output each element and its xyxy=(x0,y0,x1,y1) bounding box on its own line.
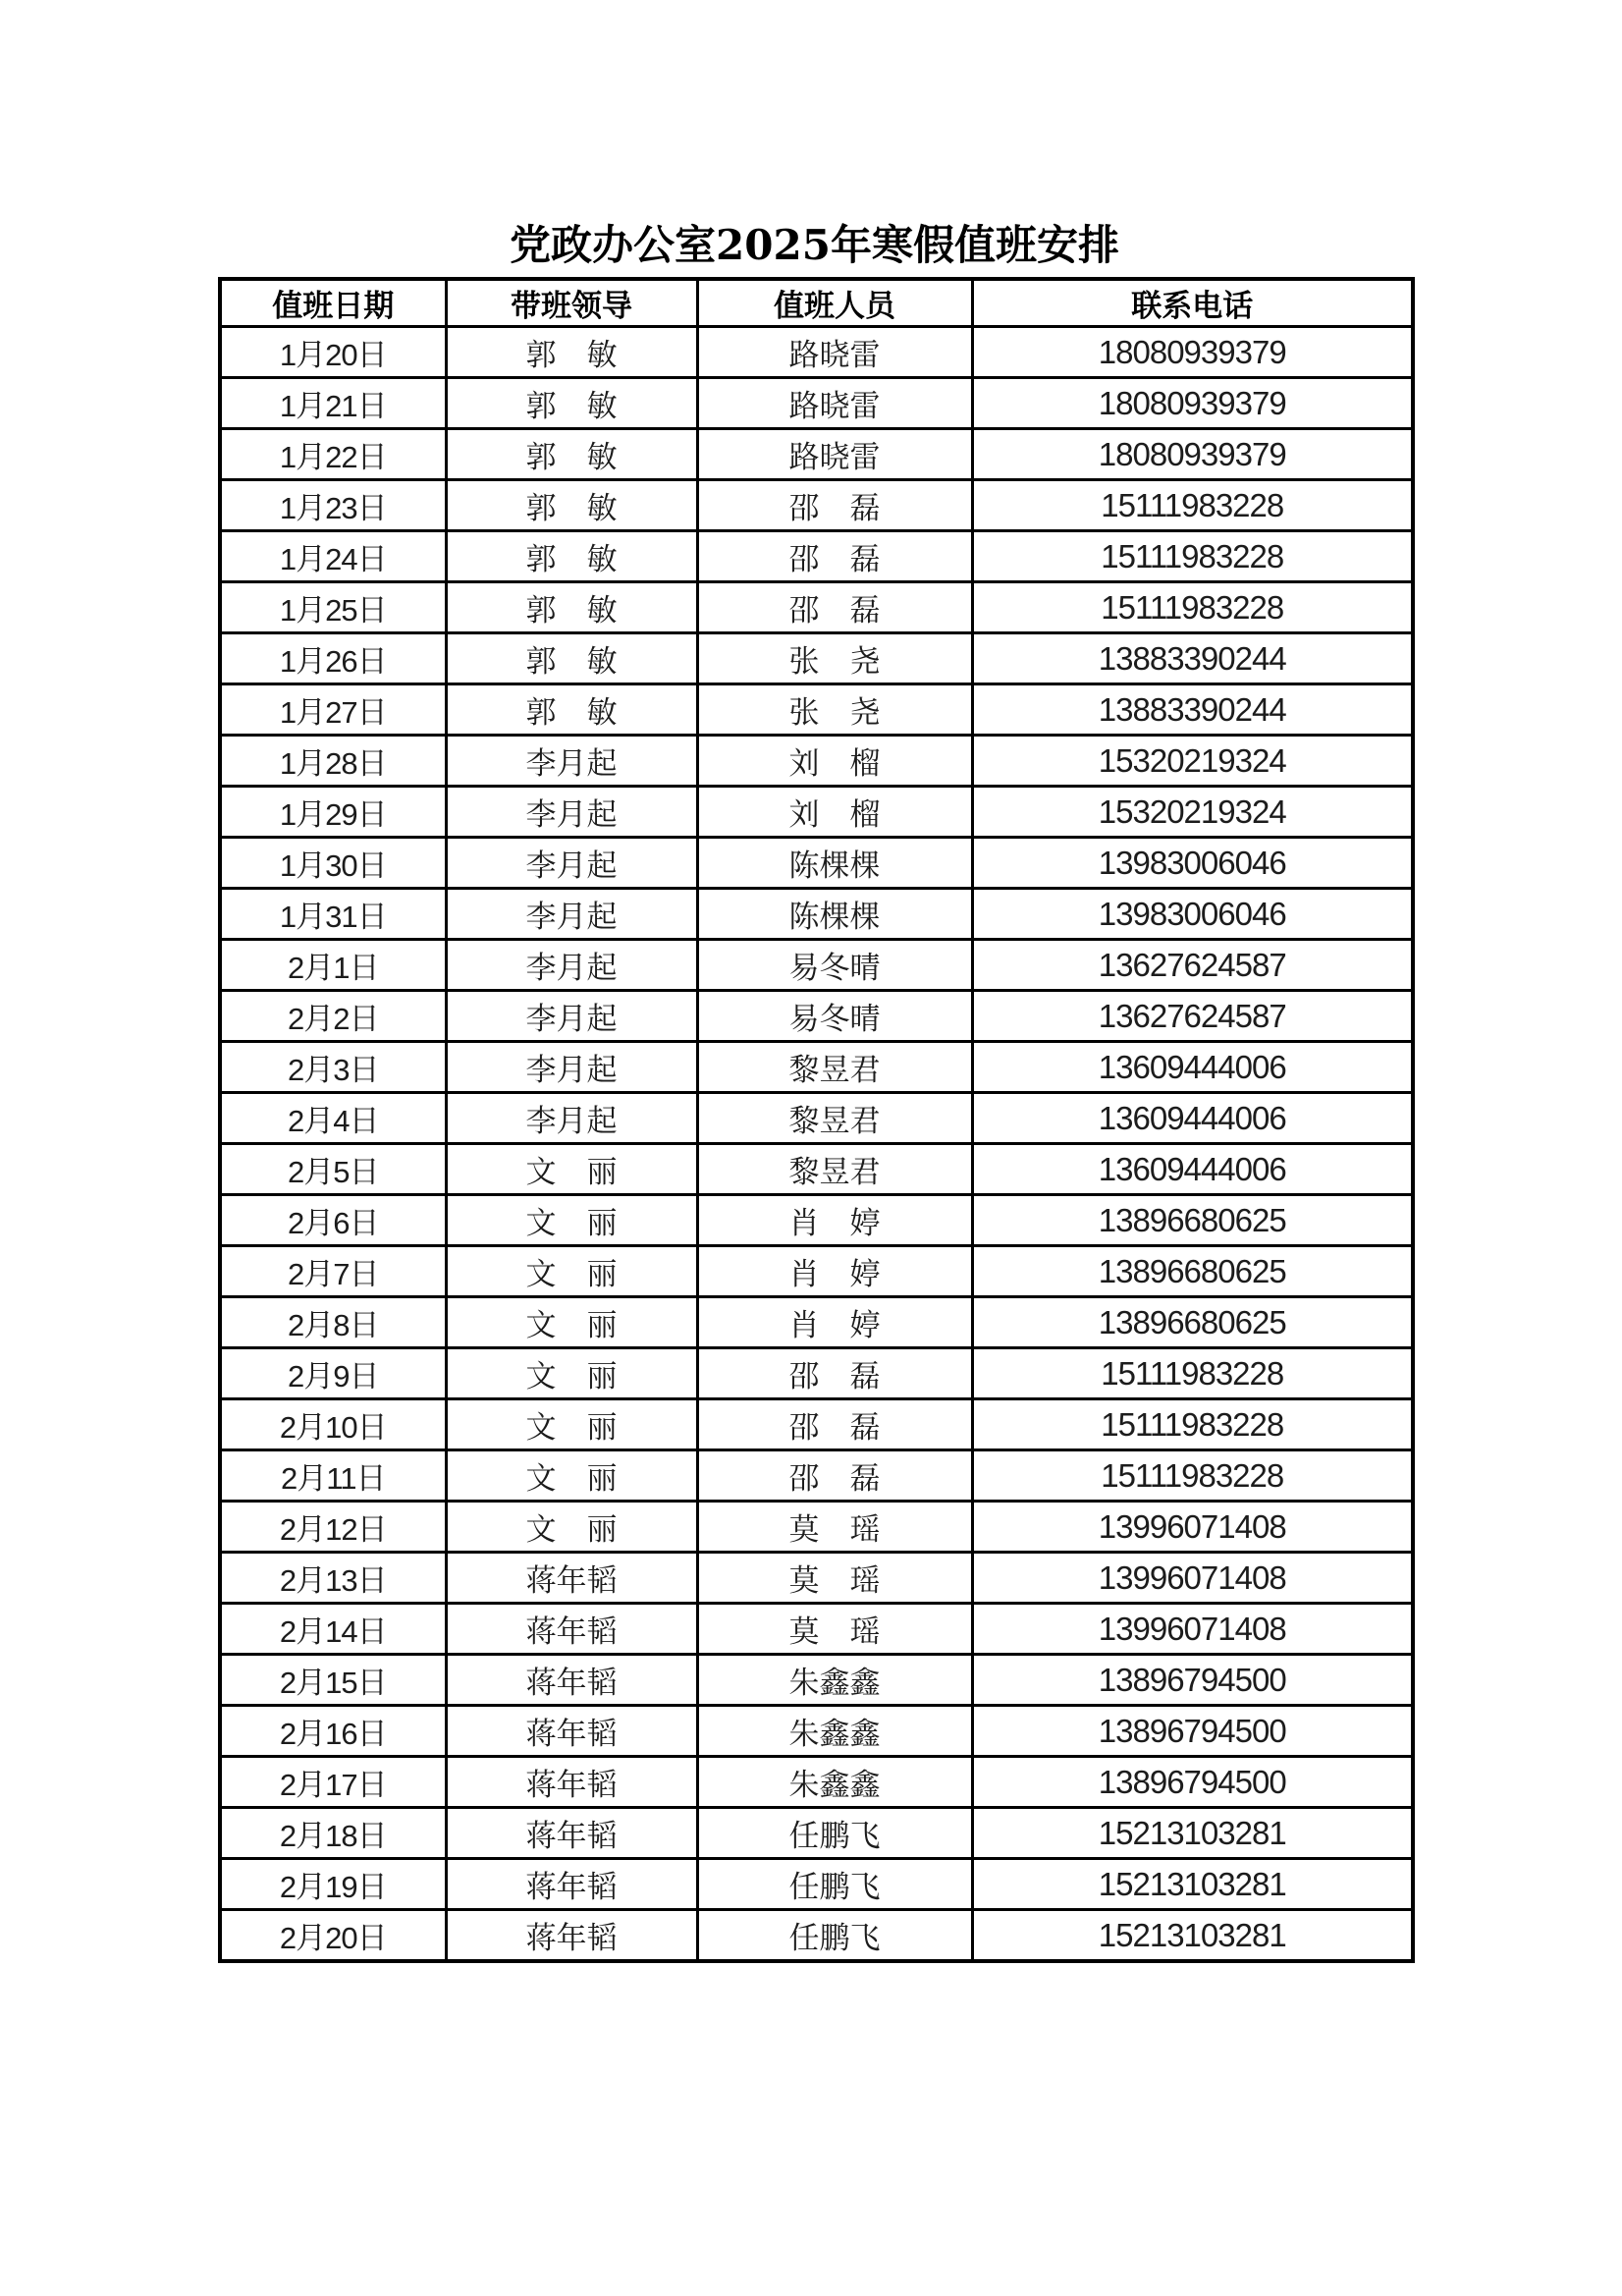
duty-leader-cell: 郭 敏 xyxy=(446,378,697,429)
duty-staff-cell: 任鹏飞 xyxy=(697,1910,972,1962)
duty-date-cell: 2月17日 xyxy=(220,1757,446,1808)
contact-phone-cell: 15213103281 xyxy=(972,1808,1413,1859)
duty-date-cell: 2月8日 xyxy=(220,1297,446,1348)
duty-leader-cell: 蒋年韬 xyxy=(446,1553,697,1604)
duty-leader-cell: 李月起 xyxy=(446,889,697,940)
table-row xyxy=(220,327,1413,378)
duty-date-cell: 1月25日 xyxy=(220,582,446,633)
duty-staff-cell: 张 尧 xyxy=(697,633,972,684)
contact-phone-cell: 15111983228 xyxy=(972,531,1413,582)
duty-date-cell: 2月13日 xyxy=(220,1553,446,1604)
table-row xyxy=(220,991,1413,1042)
duty-date-cell: 2月4日 xyxy=(220,1093,446,1144)
table-row xyxy=(220,684,1413,736)
duty-staff-cell: 路晓雷 xyxy=(697,327,972,378)
duty-leader-cell: 蒋年韬 xyxy=(446,1655,697,1706)
duty-date-cell: 2月15日 xyxy=(220,1655,446,1706)
contact-phone-cell: 13996071408 xyxy=(972,1604,1413,1655)
duty-date-cell: 2月7日 xyxy=(220,1246,446,1297)
contact-phone-cell: 13627624587 xyxy=(972,940,1413,991)
duty-staff-cell: 陈棵棵 xyxy=(697,889,972,940)
contact-phone-cell: 15111983228 xyxy=(972,1450,1413,1502)
duty-date-cell: 2月6日 xyxy=(220,1195,446,1246)
duty-leader-cell: 李月起 xyxy=(446,787,697,838)
contact-phone-cell: 13983006046 xyxy=(972,838,1413,889)
duty-leader-cell: 蒋年韬 xyxy=(446,1757,697,1808)
duty-staff-cell: 莫 瑶 xyxy=(697,1604,972,1655)
duty-date-cell: 2月3日 xyxy=(220,1042,446,1093)
duty-staff-cell: 朱鑫鑫 xyxy=(697,1706,972,1757)
duty-date-cell: 1月23日 xyxy=(220,480,446,531)
contact-phone-cell: 15111983228 xyxy=(972,582,1413,633)
duty-staff-cell: 邵 磊 xyxy=(697,531,972,582)
table-row xyxy=(220,378,1413,429)
duty-staff-cell: 易冬晴 xyxy=(697,940,972,991)
table-row xyxy=(220,1348,1413,1399)
table-body xyxy=(220,327,1413,1962)
duty-staff-cell: 刘 榴 xyxy=(697,787,972,838)
duty-date-cell: 1月26日 xyxy=(220,633,446,684)
table-row xyxy=(220,1757,1413,1808)
contact-phone-cell: 13896794500 xyxy=(972,1757,1413,1808)
duty-leader-cell: 蒋年韬 xyxy=(446,1604,697,1655)
contact-phone-cell: 18080939379 xyxy=(972,429,1413,480)
duty-date-cell: 2月9日 xyxy=(220,1348,446,1399)
duty-leader-cell: 郭 敏 xyxy=(446,429,697,480)
duty-staff-cell: 刘 榴 xyxy=(697,736,972,787)
table-row xyxy=(220,1246,1413,1297)
duty-schedule-table xyxy=(218,277,1415,1963)
duty-staff-cell: 肖 婷 xyxy=(697,1246,972,1297)
duty-date-cell: 1月20日 xyxy=(220,327,446,378)
table-row xyxy=(220,480,1413,531)
duty-staff-cell: 易冬晴 xyxy=(697,991,972,1042)
duty-date-cell: 2月1日 xyxy=(220,940,446,991)
duty-staff-cell: 邵 磊 xyxy=(697,582,972,633)
duty-staff-cell: 朱鑫鑫 xyxy=(697,1757,972,1808)
table-row xyxy=(220,1093,1413,1144)
header-cell-duty-date: 值班日期 xyxy=(220,279,446,327)
contact-phone-cell: 13627624587 xyxy=(972,991,1413,1042)
contact-phone-cell: 15111983228 xyxy=(972,1399,1413,1450)
duty-date-cell: 2月5日 xyxy=(220,1144,446,1195)
duty-leader-cell: 郭 敏 xyxy=(446,531,697,582)
duty-staff-cell: 莫 瑶 xyxy=(697,1553,972,1604)
duty-date-cell: 2月14日 xyxy=(220,1604,446,1655)
duty-date-cell: 2月19日 xyxy=(220,1859,446,1910)
duty-leader-cell: 文 丽 xyxy=(446,1399,697,1450)
contact-phone-cell: 15320219324 xyxy=(972,787,1413,838)
duty-leader-cell: 郭 敏 xyxy=(446,633,697,684)
duty-staff-cell: 路晓雷 xyxy=(697,378,972,429)
duty-leader-cell: 郭 敏 xyxy=(446,327,697,378)
duty-staff-cell: 邵 磊 xyxy=(697,1450,972,1502)
duty-leader-cell: 文 丽 xyxy=(446,1450,697,1502)
duty-date-cell: 2月11日 xyxy=(220,1450,446,1502)
duty-staff-cell: 邵 磊 xyxy=(697,1348,972,1399)
duty-staff-cell: 张 尧 xyxy=(697,684,972,736)
header-row xyxy=(220,279,1413,327)
duty-leader-cell: 文 丽 xyxy=(446,1144,697,1195)
duty-leader-cell: 文 丽 xyxy=(446,1246,697,1297)
duty-staff-cell: 路晓雷 xyxy=(697,429,972,480)
table-row xyxy=(220,787,1413,838)
contact-phone-cell: 15111983228 xyxy=(972,480,1413,531)
contact-phone-cell: 15213103281 xyxy=(972,1859,1413,1910)
table-row xyxy=(220,889,1413,940)
duty-date-cell: 2月10日 xyxy=(220,1399,446,1450)
duty-date-cell: 1月21日 xyxy=(220,378,446,429)
contact-phone-cell: 15111983228 xyxy=(972,1348,1413,1399)
contact-phone-cell: 18080939379 xyxy=(972,378,1413,429)
duty-staff-cell: 邵 磊 xyxy=(697,480,972,531)
duty-staff-cell: 陈棵棵 xyxy=(697,838,972,889)
duty-date-cell: 2月2日 xyxy=(220,991,446,1042)
page-title: 党政办公室2025年寒假值班安排 xyxy=(510,221,1119,269)
duty-date-cell: 1月24日 xyxy=(220,531,446,582)
duty-staff-cell: 肖 婷 xyxy=(697,1195,972,1246)
table-row xyxy=(220,838,1413,889)
contact-phone-cell: 13896680625 xyxy=(972,1297,1413,1348)
contact-phone-cell: 13983006046 xyxy=(972,889,1413,940)
table-row xyxy=(220,1144,1413,1195)
duty-leader-cell: 蒋年韬 xyxy=(446,1706,697,1757)
duty-leader-cell: 李月起 xyxy=(446,991,697,1042)
table-row xyxy=(220,1655,1413,1706)
table-row xyxy=(220,1859,1413,1910)
duty-staff-cell: 朱鑫鑫 xyxy=(697,1655,972,1706)
duty-date-cell: 2月12日 xyxy=(220,1502,446,1553)
header-cell-lead-duty-leader: 带班领导 xyxy=(446,279,697,327)
table-row xyxy=(220,1399,1413,1450)
duty-leader-cell: 郭 敏 xyxy=(446,684,697,736)
contact-phone-cell: 13883390244 xyxy=(972,633,1413,684)
table-row xyxy=(220,940,1413,991)
duty-leader-cell: 郭 敏 xyxy=(446,582,697,633)
duty-leader-cell: 文 丽 xyxy=(446,1195,697,1246)
table-row xyxy=(220,1553,1413,1604)
duty-date-cell: 1月28日 xyxy=(220,736,446,787)
duty-leader-cell: 李月起 xyxy=(446,736,697,787)
duty-staff-cell: 邵 磊 xyxy=(697,1399,972,1450)
duty-staff-cell: 肖 婷 xyxy=(697,1297,972,1348)
contact-phone-cell: 15320219324 xyxy=(972,736,1413,787)
duty-leader-cell: 李月起 xyxy=(446,838,697,889)
contact-phone-cell: 13896794500 xyxy=(972,1706,1413,1757)
header-cell-duty-staff: 值班人员 xyxy=(697,279,972,327)
duty-date-cell: 1月29日 xyxy=(220,787,446,838)
duty-staff-cell: 黎昱君 xyxy=(697,1144,972,1195)
duty-staff-cell: 任鹏飞 xyxy=(697,1859,972,1910)
table-row xyxy=(220,1706,1413,1757)
duty-date-cell: 1月22日 xyxy=(220,429,446,480)
duty-leader-cell: 郭 敏 xyxy=(446,480,697,531)
duty-staff-cell: 任鹏飞 xyxy=(697,1808,972,1859)
contact-phone-cell: 15213103281 xyxy=(972,1910,1413,1962)
table-row xyxy=(220,1297,1413,1348)
contact-phone-cell: 13883390244 xyxy=(972,684,1413,736)
duty-leader-cell: 文 丽 xyxy=(446,1502,697,1553)
contact-phone-cell: 13609444006 xyxy=(972,1042,1413,1093)
duty-leader-cell: 李月起 xyxy=(446,1042,697,1093)
duty-leader-cell: 蒋年韬 xyxy=(446,1808,697,1859)
contact-phone-cell: 13609444006 xyxy=(972,1093,1413,1144)
duty-leader-cell: 李月起 xyxy=(446,940,697,991)
contact-phone-cell: 13996071408 xyxy=(972,1553,1413,1604)
duty-staff-cell: 黎昱君 xyxy=(697,1042,972,1093)
table-row xyxy=(220,1042,1413,1093)
header-cell-contact-phone: 联系电话 xyxy=(972,279,1413,327)
duty-date-cell: 2月16日 xyxy=(220,1706,446,1757)
duty-date-cell: 2月18日 xyxy=(220,1808,446,1859)
contact-phone-cell: 13896680625 xyxy=(972,1246,1413,1297)
duty-staff-cell: 莫 瑶 xyxy=(697,1502,972,1553)
table-row xyxy=(220,736,1413,787)
duty-date-cell: 1月30日 xyxy=(220,838,446,889)
duty-leader-cell: 文 丽 xyxy=(446,1348,697,1399)
table-row xyxy=(220,1195,1413,1246)
contact-phone-cell: 13896794500 xyxy=(972,1655,1413,1706)
contact-phone-cell: 18080939379 xyxy=(972,327,1413,378)
duty-date-cell: 2月20日 xyxy=(220,1910,446,1962)
duty-leader-cell: 文 丽 xyxy=(446,1297,697,1348)
table-row xyxy=(220,1450,1413,1502)
contact-phone-cell: 13609444006 xyxy=(972,1144,1413,1195)
table-row xyxy=(220,633,1413,684)
duty-date-cell: 1月31日 xyxy=(220,889,446,940)
table-row xyxy=(220,1808,1413,1859)
table-row xyxy=(220,429,1413,480)
table-row xyxy=(220,531,1413,582)
table-row xyxy=(220,1604,1413,1655)
table-row xyxy=(220,582,1413,633)
duty-staff-cell: 黎昱君 xyxy=(697,1093,972,1144)
table-row xyxy=(220,1910,1413,1962)
duty-leader-cell: 蒋年韬 xyxy=(446,1859,697,1910)
table-row xyxy=(220,1502,1413,1553)
duty-date-cell: 1月27日 xyxy=(220,684,446,736)
contact-phone-cell: 13896680625 xyxy=(972,1195,1413,1246)
contact-phone-cell: 13996071408 xyxy=(972,1502,1413,1553)
duty-leader-cell: 李月起 xyxy=(446,1093,697,1144)
duty-leader-cell: 蒋年韬 xyxy=(446,1910,697,1962)
